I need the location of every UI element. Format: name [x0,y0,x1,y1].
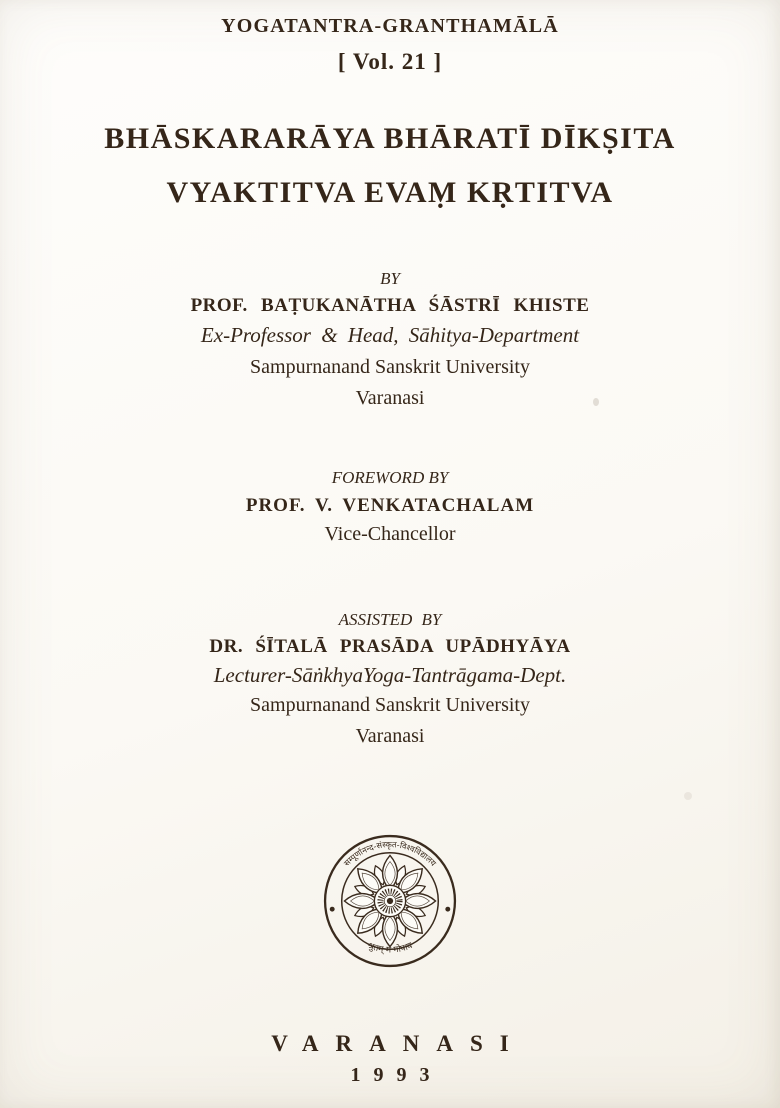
assistant-city: Varanasi [355,725,425,747]
author-name: PROF. BAṬUKANĀTHA ŚĀSTRĪ KHISTE [190,295,590,316]
foreword-label: FOREWORD BY [331,468,449,487]
university-seal-icon [322,833,458,969]
assistant-name: DR. ŚĪTALĀ PRASĀDA UPĀDHYĀYA [209,636,571,657]
series-title: YOGATANTRA-GRANTHAMĀLĀ [221,15,559,37]
by-label: BY [380,269,400,288]
seal-centre-icon [374,885,405,916]
assisted-by-label: ASSISTED BY [338,610,442,629]
seal-left-dot [330,907,335,912]
book-title-line-1: BHĀSKARARĀYA BHĀRATĪ DĪKṢITA [104,122,676,155]
imprint-year: 1993 [350,1064,443,1086]
author-city: Varanasi [355,387,425,409]
scan-speck [684,792,692,800]
book-title-line-2: VYAKTITVA EVAṂ KṚTITVA [166,176,614,209]
imprint-city: VARANASI [271,1031,526,1056]
assistant-institution: Sampurnanand Sanskrit University [250,694,530,716]
author-role: Ex-Professor & Head, Sāhitya-Department [200,323,580,347]
scan-speck [593,398,599,406]
seal-top-inscription: सम्पूर्णानन्द-संस्कृत-विश्वविद्यालय [341,839,439,868]
assistant-role: Lecturer-SāṅkhyaYoga-Tantrāgama-Dept. [213,663,567,687]
university-seal [322,833,458,969]
foreword-author: PROF. V. VENKATACHALAM [245,495,535,516]
seal-bottom-inscription: श्रुतम् मे गोपाय [365,941,415,956]
seal-right-dot [445,907,450,912]
foreword-role: Vice-Chancellor [324,523,456,545]
volume-number: [ Vol. 21 ] [337,49,443,74]
author-institution: Sampurnanand Sanskrit University [250,356,530,378]
